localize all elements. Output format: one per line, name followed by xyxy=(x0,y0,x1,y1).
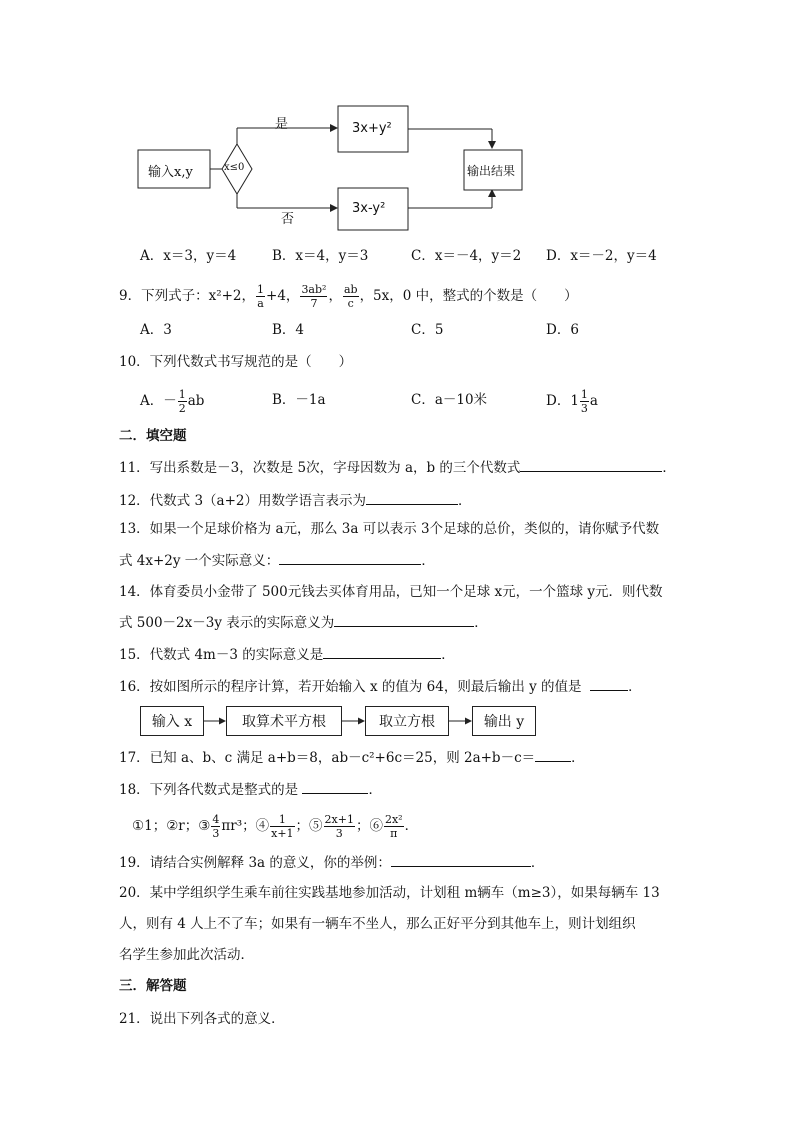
q20-line3: 名学生参加此次活动． xyxy=(119,947,254,963)
q8-option-d: D．x＝－2，y＝4 xyxy=(546,248,657,264)
q13-line1: 13．如果一个足球价格为 a元，那么 3a 可以表示 3个足球的总价，类似的，请你赋予代数 xyxy=(119,521,660,537)
q11: 11．写出系数是－3，次数是 5次，字母因数为 a，b 的三个代数式 ． xyxy=(119,457,676,478)
q16: 16．按如图所示的程序计算，若开始输入 x 的值为 64，则最后输出 y 的值是 ． xyxy=(119,676,642,697)
q14-blank[interactable] xyxy=(334,612,474,627)
q8-option-c: C．x＝－4，y＝2 xyxy=(411,248,522,264)
q10-option-b: B．－1a xyxy=(272,392,326,408)
q16-box-cbrt: 取立方根 xyxy=(365,706,449,736)
q18-blank[interactable] xyxy=(302,779,368,794)
q17-blank[interactable] xyxy=(535,747,571,762)
q10-option-c: C．a－10米 xyxy=(411,392,488,408)
section-answer: 三．解答题 xyxy=(119,978,187,994)
q11-blank[interactable] xyxy=(520,457,662,472)
flow-condition-label: x≤0 xyxy=(224,162,245,173)
q16-blank[interactable] xyxy=(590,676,628,691)
q14-line1: 14．体育委员小金带了 500元钱去买体育用品，已知一个足球 x元，一个篮球 y元．则代数 xyxy=(119,584,663,600)
section-fill-in: 二．填空题 xyxy=(119,428,187,444)
q20-line2: 人，则有 4 人上不了车；如果有一辆车不坐人，那么正好平分到其他车上，则计划组织 xyxy=(119,916,636,932)
q12-blank[interactable] xyxy=(366,490,458,505)
q13-line2: 式 4x+2y 一个实际意义： ． xyxy=(119,550,435,571)
q16-box-sqrt: 取算术平方根 xyxy=(226,706,342,736)
q16-arrows xyxy=(204,714,474,728)
q10-question: 10．下列代数式书写规范的是（ ） xyxy=(119,354,353,370)
q18: 18．下列各代数式是整式的是 ． xyxy=(119,779,382,800)
q20-line1: 20．某中学组织学生乘车前往实践基地参加活动，计划租 m辆车（m≥3），如果每辆车 13 xyxy=(119,885,660,901)
q17: 17．已知 a、b、c 满足 a+b＝8，ab－c²+6c＝25，则 2a+b－c＝ ． xyxy=(119,747,585,768)
q18-frac-2x1-3: $\frac{2x+1}{3}$ xyxy=(324,813,354,840)
q16-box-output: 输出 y xyxy=(472,706,536,736)
q8-option-a: A．x＝3，y＝4 xyxy=(140,248,237,264)
q18-items: ①1；②r；③ $\frac{4}{3}$ πr³；④ $\frac{1}{x+1}$ ；⑤ $\frac{2x+1}{3}$ ；⑥ $\frac{\text{2x²}}{\pi}$ ． xyxy=(132,813,419,840)
q9-question: 9．下列式子：x²+2， $\frac{1}{a}$ +4， $\frac{\text{3ab²}}{7}$ ， $\frac{ab}{c}$ ，5x，0 中，整式的个数是（ ） xyxy=(119,283,578,310)
q12: 12．代数式 3（a+2）用数学语言表示为 ． xyxy=(119,490,472,511)
flow-input-label: 输入x,y xyxy=(148,165,193,180)
q19-blank[interactable] xyxy=(391,852,531,867)
q8-option-b: B．x＝4，y＝3 xyxy=(272,248,369,264)
q21: 21．说出下列各式的意义． xyxy=(119,1011,285,1027)
q10-option-d: D．1 $\frac{1}{3}$ a xyxy=(546,388,598,415)
flow-bottom-expr: 3x-y² xyxy=(352,201,386,216)
q9-frac-3ab2-over-7: $\frac{\text{3ab²}}{7}$ xyxy=(301,283,327,310)
q16-box-input: 输入 x xyxy=(140,706,204,736)
q9-prefix: 9．下列式子： xyxy=(119,288,209,304)
q9-option-a: A．3 xyxy=(140,322,172,338)
flow-top-expr: 3x+y² xyxy=(352,121,392,136)
q15: 15．代数式 4m－3 的实际意义是 ． xyxy=(119,644,455,665)
flow-no-label: 否 xyxy=(281,212,295,227)
flow-output-label: 输出结果 xyxy=(467,164,516,178)
flow-yes-label: 是 xyxy=(275,117,289,132)
q9-suffix: ，5x，0 中，整式的个数是（ ） xyxy=(359,288,578,304)
q10-frac-third: $\frac{1}{3}$ xyxy=(580,388,588,415)
q18-frac-1-x1: $\frac{1}{x+1}$ xyxy=(271,813,294,840)
q9-option-b: B．4 xyxy=(272,322,305,338)
q9-frac-1-over-a: $\frac{1}{a}$ xyxy=(257,283,265,310)
q18-frac-4-3: $\frac{4}{3}$ xyxy=(212,813,220,840)
q19: 19．请结合实例解释 3a 的意义，你的举例： ． xyxy=(119,852,544,873)
q10-option-a: A．－ $\frac{1}{2}$ ab xyxy=(140,388,205,415)
q13-blank[interactable] xyxy=(279,550,421,565)
q9-frac-ab-over-c: $\frac{ab}{c}$ xyxy=(343,283,358,310)
q15-blank[interactable] xyxy=(323,644,441,659)
q14-line2: 式 500－2x－3y 表示的实际意义为 ． xyxy=(119,612,488,633)
q9-option-c: C．5 xyxy=(411,322,444,338)
q18-frac-2x2-pi: $\frac{\text{2x²}}{\pi}$ xyxy=(384,813,403,840)
q10-frac-half: $\frac{1}{2}$ xyxy=(178,388,186,415)
q9-option-d: D．6 xyxy=(546,322,579,338)
